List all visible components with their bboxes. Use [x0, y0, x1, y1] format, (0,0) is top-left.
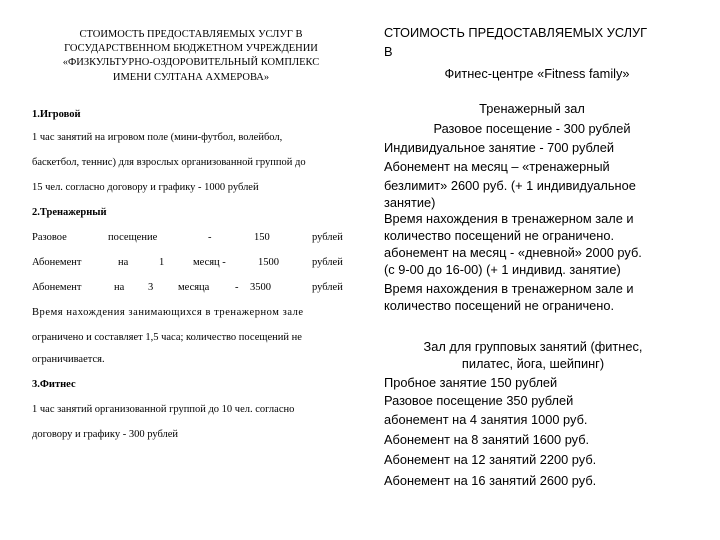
price-line: абонемент на месяц - «дневной» 2000 руб. [384, 245, 642, 260]
table-cell: рублей [312, 257, 343, 268]
price-line: занятие) [384, 195, 436, 210]
gym-title: Тренажерный зал [479, 101, 585, 116]
price-line: Абонемент на 8 занятий 1600 руб. [384, 432, 590, 447]
right-title-line: СТОИМОСТЬ ПРЕДОСТАВЛЯЕМЫХ УСЛУГ [384, 25, 648, 40]
paragraph-line: 1 час занятий организованной группой до 10 чел. согласно [32, 404, 295, 415]
paragraph-line: договору и графику - 300 рублей [32, 429, 179, 440]
table-cell: 150 [254, 232, 270, 243]
section-title-fitness: 3.Фитнес [32, 379, 76, 390]
paragraph-line: 15 чел. согласно договору и графику - 1000 рублей [32, 182, 259, 193]
left-header-line: ГОСУДАРСТВЕННОМ БЮДЖЕТНОМ УЧРЕЖДЕНИИ [64, 43, 318, 55]
price-line: Индивидуальное занятие - 700 рублей [384, 140, 615, 155]
price-line: (с 9-00 до 16-00) (+ 1 индивид. занятие) [384, 262, 621, 277]
price-line: абонемент на 4 занятия 1000 руб. [384, 412, 588, 427]
table-cell: месяца [178, 282, 210, 293]
price-line: количество посещений не ограничено. [384, 298, 615, 313]
table-cell: Абонемент [32, 257, 82, 268]
paragraph-line: Время нахождения занимающихся в тренажерном зале [32, 307, 304, 318]
left-header-line: СТОИМОСТЬ ПРЕДОСТАВЛЯЕМЫХ УСЛУГ В [79, 29, 303, 40]
table-cell: на [114, 282, 125, 293]
paragraph-line: ограничено и составляет 1,5 часа; количество посещений не [32, 332, 302, 343]
price-line: Разовое посещение - 300 рублей [433, 121, 631, 136]
table-cell: месяц - [193, 257, 226, 268]
price-line: Время нахождения в тренажерном зале и [384, 211, 634, 226]
left-header [32, 28, 350, 85]
price-line: Абонемент на 12 занятий 2200 руб. [384, 452, 597, 467]
table-cell: 1500 [258, 257, 279, 268]
table-cell: посещение [108, 232, 158, 243]
table-cell: рублей [312, 282, 343, 293]
group-title-line: Зал для групповых занятий (фитнес, [423, 339, 643, 354]
price-line: Разовое посещение 350 рублей [384, 393, 574, 408]
table-cell: - [235, 282, 239, 293]
price-line: безлимит» 2600 руб. (+ 1 индивидуальное [384, 178, 636, 193]
table-cell: Абонемент [32, 282, 82, 293]
left-header-line: ИМЕНИ СУЛТАНА АХМЕРОВА» [112, 71, 270, 83]
table-cell: 3500 [250, 282, 271, 293]
paragraph-line: 1 час занятий на игровом поле (мини-футбол, волейбол, [32, 132, 283, 143]
table-cell: Разовое [32, 232, 67, 243]
price-line: количество посещений не ограничено. [384, 228, 615, 243]
section-title-games: 1.Игровой [32, 109, 81, 120]
paragraph-line: ограничивается. [32, 354, 105, 365]
right-title-line: Фитнес-центре «Fitness family» [444, 66, 630, 81]
price-line: Абонемент на 16 занятий 2600 руб. [384, 473, 597, 488]
table-cell: 1 [159, 257, 165, 268]
table-cell: на [118, 257, 129, 268]
right-title-line: В [384, 44, 393, 59]
left-header-line: «ФИЗКУЛЬТУРНО-ОЗДОРОВИТЕЛЬНЫЙ КОМПЛЕКС [62, 57, 320, 69]
price-line: Абонемент на месяц – «тренажерный [384, 159, 610, 174]
price-line: Время нахождения в тренажерном зале и [384, 281, 634, 296]
table-cell: - [208, 232, 212, 243]
section-title-gym: 2.Тренажерный [32, 207, 107, 218]
table-cell: 3 [148, 282, 154, 293]
paragraph-line: баскетбол, теннис) для взрослых организованной группой до [32, 157, 306, 168]
group-title-line: пилатес, йога, шейпинг) [461, 356, 605, 371]
table-cell: рублей [312, 232, 343, 243]
price-line: Пробное занятие 150 рублей [384, 375, 558, 390]
